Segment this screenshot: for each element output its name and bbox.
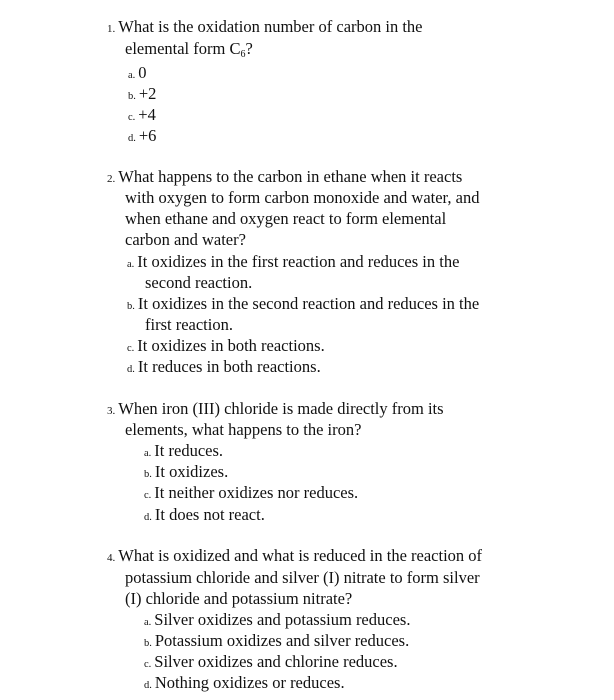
question-text: What is oxidized and what is reduced in the reaction of — [118, 546, 483, 565]
question-text: with oxygen to form carbon monoxide and water, and — [125, 188, 480, 207]
option-text: Silver oxidizes and potassium reduces. — [154, 610, 411, 629]
option-b-continued — [145, 314, 233, 335]
option-text: second reaction. — [145, 273, 253, 292]
option-text: It neither oxidizes nor reduces. — [154, 483, 359, 502]
option-d[interactable] — [144, 672, 345, 696]
question-4-line-2 — [125, 567, 480, 588]
option-text: It does not react. — [154, 505, 265, 524]
question-text: When iron (III) chloride is made directly from its — [118, 399, 444, 418]
option-letter: a. — [144, 617, 152, 628]
question-text: potassium chloride and silver (I) nitrate to form silver — [125, 568, 480, 587]
question-text: What is the oxidation number of carbon in the — [118, 17, 423, 36]
option-text: +6 — [138, 126, 157, 145]
option-letter: d. — [128, 133, 136, 144]
option-text: +4 — [138, 105, 156, 124]
question-4-line-3 — [125, 588, 352, 609]
option-text: It oxidizes in the first reaction and reduces in the — [137, 252, 460, 271]
question-4-line-1 — [107, 545, 482, 569]
option-letter: b. — [144, 638, 152, 649]
option-d[interactable] — [144, 504, 265, 528]
option-letter: d. — [144, 512, 152, 523]
option-c[interactable] — [144, 482, 358, 506]
option-letter: b. — [127, 301, 135, 312]
option-letter: b. — [144, 469, 152, 480]
option-letter: c. — [128, 112, 136, 123]
option-letter: a. — [144, 448, 152, 459]
question-2-line-4 — [125, 229, 246, 250]
option-d[interactable] — [127, 356, 321, 380]
option-letter: c. — [127, 343, 135, 354]
option-letter: a. — [127, 259, 135, 270]
question-text: elements, what happens to the iron? — [125, 420, 362, 439]
question-text: carbon and water? — [125, 230, 246, 249]
option-text: Nothing oxidizes or reduces. — [154, 673, 345, 692]
question-1-line-1 — [107, 16, 423, 40]
question-number: 1. — [107, 23, 116, 35]
option-text: It reduces in both reactions. — [137, 357, 321, 376]
question-2-line-2 — [125, 187, 479, 208]
question-number: 4. — [107, 552, 116, 564]
question-text: What happens to the carbon in ethane when it reacts — [118, 167, 463, 186]
question-2-line-3 — [125, 208, 446, 229]
option-text: Silver oxidizes and chlorine reduces. — [154, 652, 398, 671]
option-letter: a. — [128, 70, 136, 81]
option-letter: c. — [144, 490, 152, 501]
option-text: It oxidizes. — [154, 462, 229, 481]
question-number: 2. — [107, 173, 116, 185]
option-letter: b. — [128, 91, 136, 102]
question-text: when ethane and oxygen react to form elemental — [125, 209, 447, 228]
question-3-line-2 — [125, 419, 361, 440]
question-text: (I) chloride and potassium nitrate? — [125, 589, 353, 608]
option-text: It reduces. — [154, 441, 224, 460]
question-number: 3. — [107, 405, 116, 417]
option-text: +2 — [138, 84, 157, 103]
subscript: 6 — [240, 49, 246, 60]
question-text: elemental form C — [125, 39, 241, 58]
option-text: It oxidizes in both reactions. — [137, 336, 325, 355]
option-text: first reaction. — [145, 315, 233, 334]
option-d[interactable] — [128, 125, 156, 149]
question-text-suffix: ? — [245, 39, 253, 58]
option-text: Potassium oxidizes and silver reduces. — [154, 631, 410, 650]
option-letter: d. — [127, 364, 135, 375]
question-1-line-2 — [125, 38, 253, 59]
option-a-continued — [145, 272, 252, 293]
option-letter: d. — [144, 680, 152, 691]
option-text: 0 — [138, 63, 147, 82]
option-text: It oxidizes in the second reaction and reduces in the — [137, 294, 480, 313]
option-letter: c. — [144, 659, 152, 670]
